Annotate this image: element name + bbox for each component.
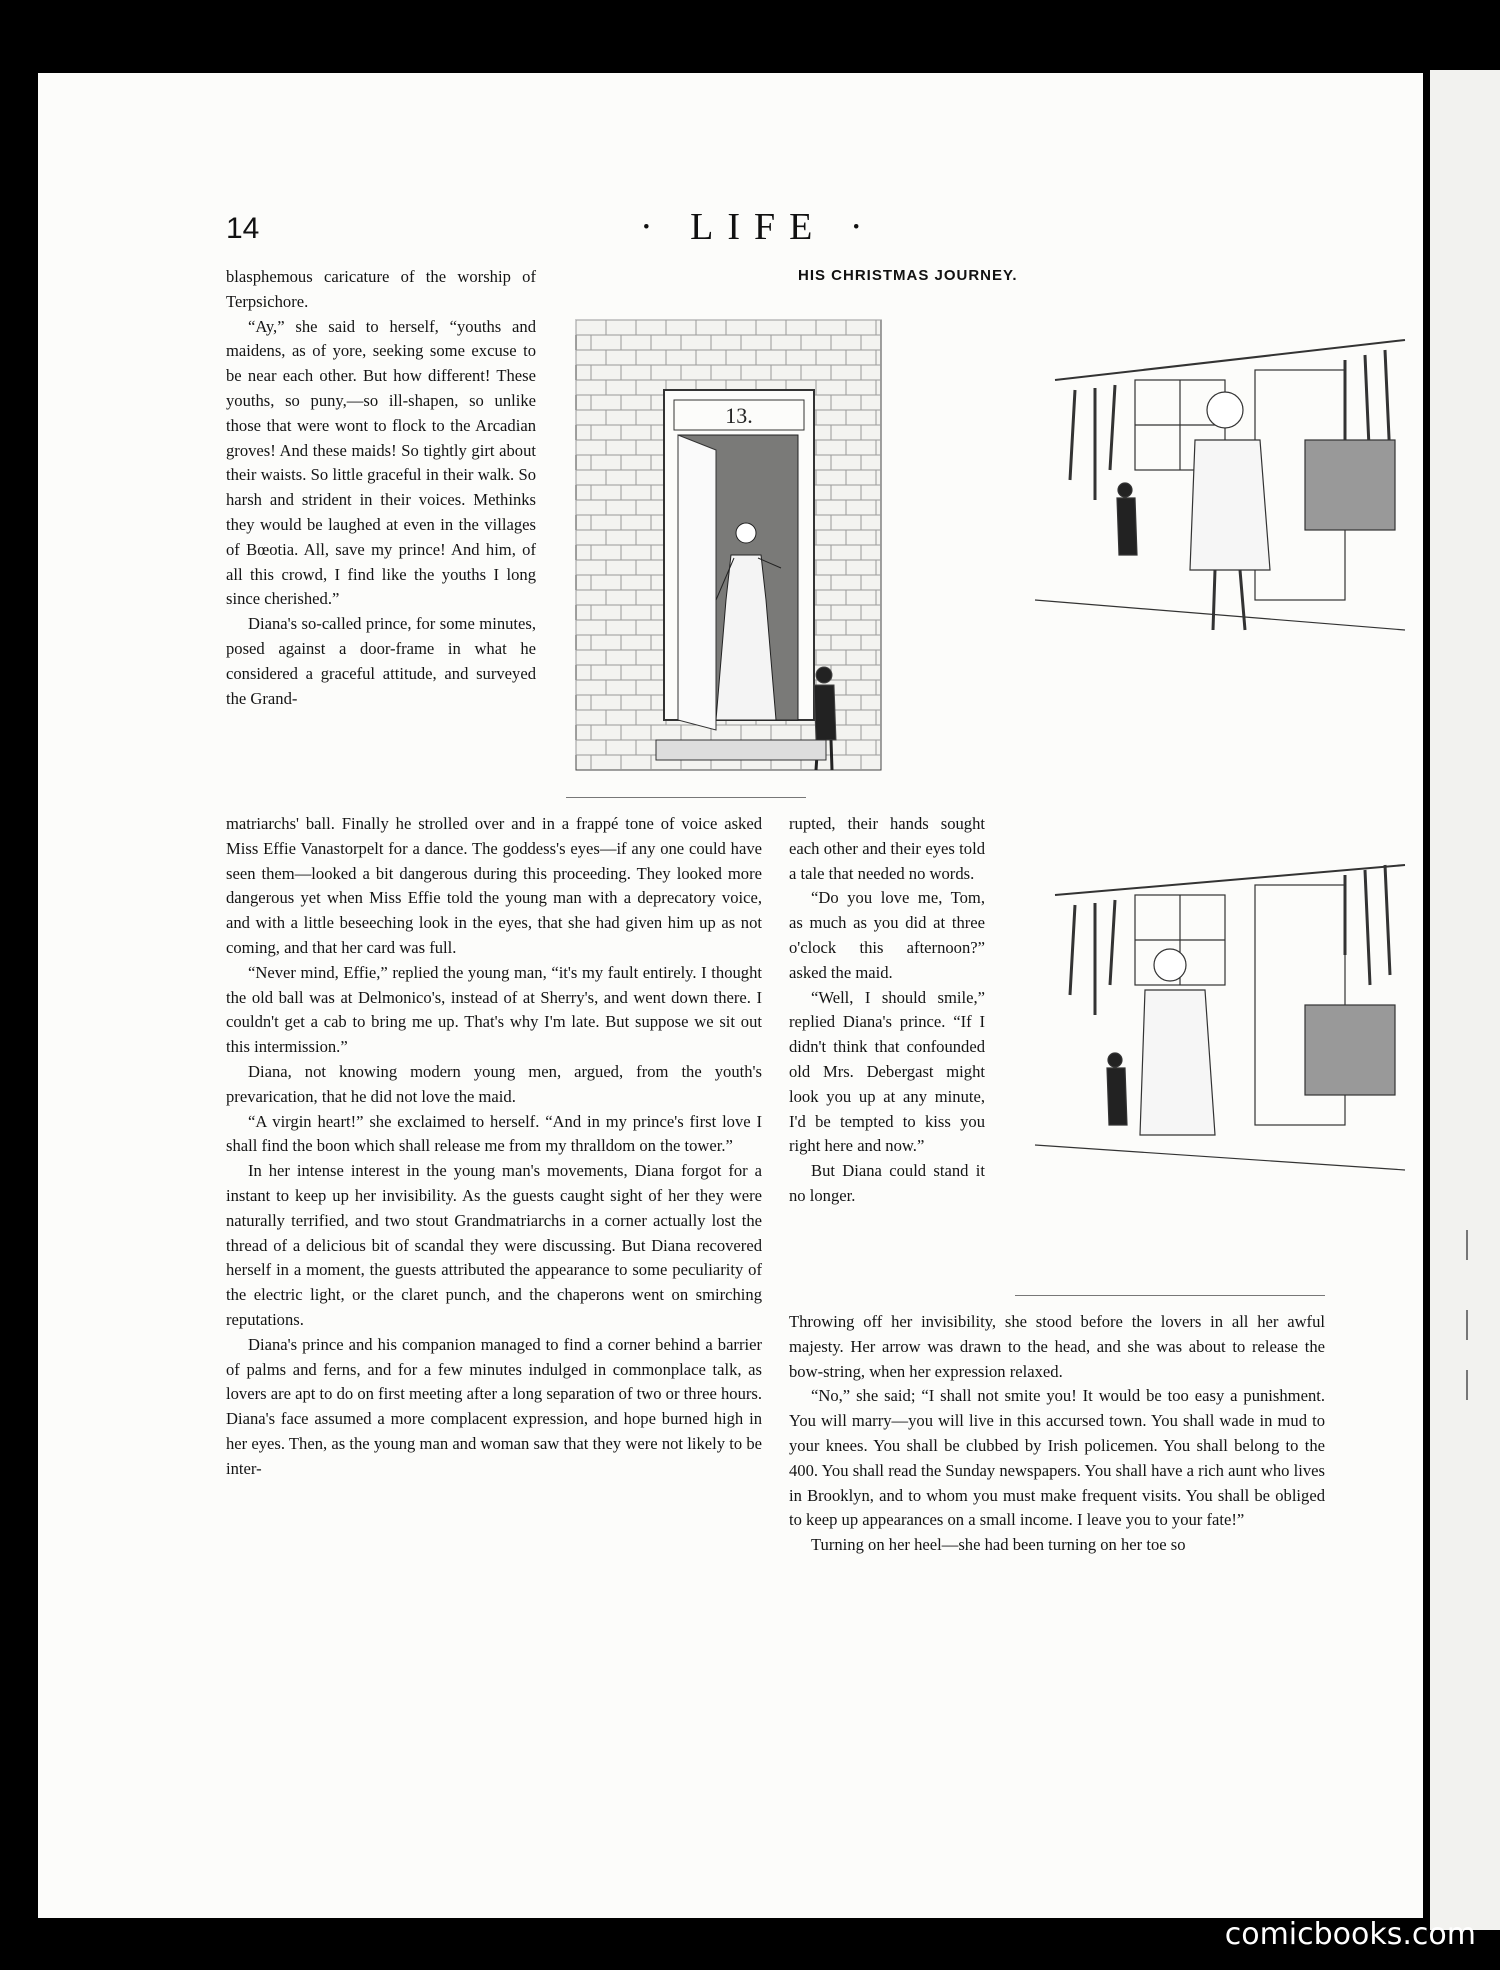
- paragraph: Diana's prince and his companion managed to find a corner behind a barrier of palms and ferns, and for a few minutes indulged in commonplace talk, as lovers are apt to do on first meeting after a long separation of two or three hours. Diana's face assumed a more complacent expression, and hope burned high in her eyes. Then, as the young man and woman saw that they were not likely to be inter-: [226, 1334, 762, 1478]
- paragraph: rupted, their hands sought each other and their eyes told a tale that needed no words.: [789, 814, 985, 883]
- butcher-shop-illustration-2: [1015, 825, 1415, 1275]
- paragraph: “Never mind, Effie,” replied the young man, “it's my fault entirely. I thought the old ball was at Delmonico's, instead of at Sherry's, and went down there. I couldn't get a cab to bring me up. That's why I'm late. But suppose we sit out this intermission.”: [226, 962, 762, 1057]
- doorway-illustration: [566, 300, 896, 780]
- paragraph: “No,” she said; “I shall not smite you! It would be too easy a punishment. You will marry—you will live in this accursed town. You shall wade in mud to your knees. You shall be clubbed by Irish policemen. You shall belong to the 400. You shall read the Sunday newspapers. You shall have a rich aunt who lives in Brooklyn, and to whom you must make frequent visits. You shall be obliged to keep up appearances on a small income. I leave you to your fate!”: [789, 1386, 1325, 1530]
- paragraph: Turning on her heel—she had been turning on her toe so: [811, 1535, 1186, 1555]
- edge-mark: [1466, 1230, 1482, 1260]
- column-middle-narrow: [789, 812, 985, 1209]
- paragraph: Diana, not knowing modern young men, argued, from the youth's prevarication, that he did not love the maid.: [226, 1061, 762, 1106]
- open-door: [678, 435, 716, 730]
- masthead-title: · LIFE ·: [640, 206, 877, 248]
- butcher-figure: [1140, 949, 1215, 1135]
- paragraph: Diana's so-called prince, for some minutes, posed against a door-frame in what he considered a graceful attitude, and surveyed the Grand-: [226, 614, 536, 708]
- meat-rail: [1055, 865, 1405, 895]
- doorstep: [656, 740, 826, 760]
- illustration-rule: [566, 797, 806, 798]
- hanging-poultry: [1345, 865, 1390, 985]
- paragraph: matriarchs' ball. Finally he strolled over and in a frappé tone of voice asked Miss Effie Vanastorpelt for a dance. The goddess's eyes—if any one could have seen them—looked a bit dangerous during this proceeding. They looked more dangerous yet when Miss Effie told the young man with a deprecatory voice, and with a little beseeching look in the eyes, that she had given him up as not coming, and that her card was full.: [226, 814, 762, 957]
- paragraph: “Ay,” she said to herself, “youths and maidens, as of yore, seeking some excuse to be near each other. But how different! These youths, so puny,—so ill-shapen, so unlike those that were wont to flock to the Arcadian groves! And these maids! So tightly girt about their waists. So little graceful in their walk. So harsh and strident in their voices. Methinks they would be laughed at even in the villages of Bœotia. All, save my prince! And him, of all this crowd, I find like the youths I long since cherished.”: [226, 316, 536, 609]
- crate: [1305, 440, 1395, 530]
- boy-figure: [1117, 483, 1137, 555]
- site-watermark: comicbooks.com: [1224, 1917, 1476, 1952]
- butcher-shop-illustration-1: [1015, 300, 1415, 740]
- meat-rail: [1055, 340, 1405, 380]
- paragraph: But Diana could stand it no longer.: [789, 1161, 985, 1205]
- crate: [1305, 1005, 1395, 1095]
- hanging-poultry: [1070, 385, 1115, 500]
- edge-mark: [1466, 1310, 1482, 1340]
- illustration-rule: [1015, 1295, 1325, 1296]
- adjacent-page-edge: [1430, 70, 1500, 1930]
- paragraph: In her intense interest in the young man's movements, Diana forgot for a instant to keep up her invisibility. As the guests caught sight of her they were naturally terrified, and two stout Grandmatriarchs in a corner actually lost the thread of a delicious bit of scandal they were discussing. But Diana recovered herself in a moment, the guests attributed the appearance to some peculiarity of the electric light, or the claret punch, and the chaperons went on smirching reputations.: [226, 1161, 762, 1329]
- boy-figure: [1107, 1053, 1127, 1125]
- column-left-narrow: [226, 265, 536, 711]
- paragraph: Throwing off her invisibility, she stood before the lovers in all her awful majesty. Her arrow was drawn to the head, and she was about to release the bow-string, when her expression relaxed.: [789, 1312, 1325, 1381]
- paragraph: “Well, I should smile,” replied Diana's prince. “If I didn't think that confounded old Mrs. Debergast might look you up at any minute, I'd be tempted to kiss you right here and now.”: [789, 987, 985, 1156]
- column-left-wide: [226, 812, 762, 1482]
- paragraph: “Do you love me, Tom, as much as you did at three o'clock this afternoon?” asked the maid.: [789, 888, 985, 982]
- page-number: 14: [226, 212, 260, 245]
- butcher-figure: [1190, 392, 1270, 630]
- door-number: 13.: [725, 403, 753, 428]
- hanging-poultry: [1070, 900, 1115, 1015]
- paragraph: “A virgin heart!” she exclaimed to herself. “And in my prince's first love I shall find the boon which shall release me from my thralldom on the tower.”: [226, 1111, 762, 1156]
- paragraph: blasphemous caricature of the worship of Terpsichore.: [226, 267, 536, 311]
- edge-mark: [1466, 1370, 1482, 1400]
- column-right-wide: [789, 1310, 1325, 1558]
- illustration-caption: HIS CHRISTMAS JOURNEY.: [798, 267, 1018, 284]
